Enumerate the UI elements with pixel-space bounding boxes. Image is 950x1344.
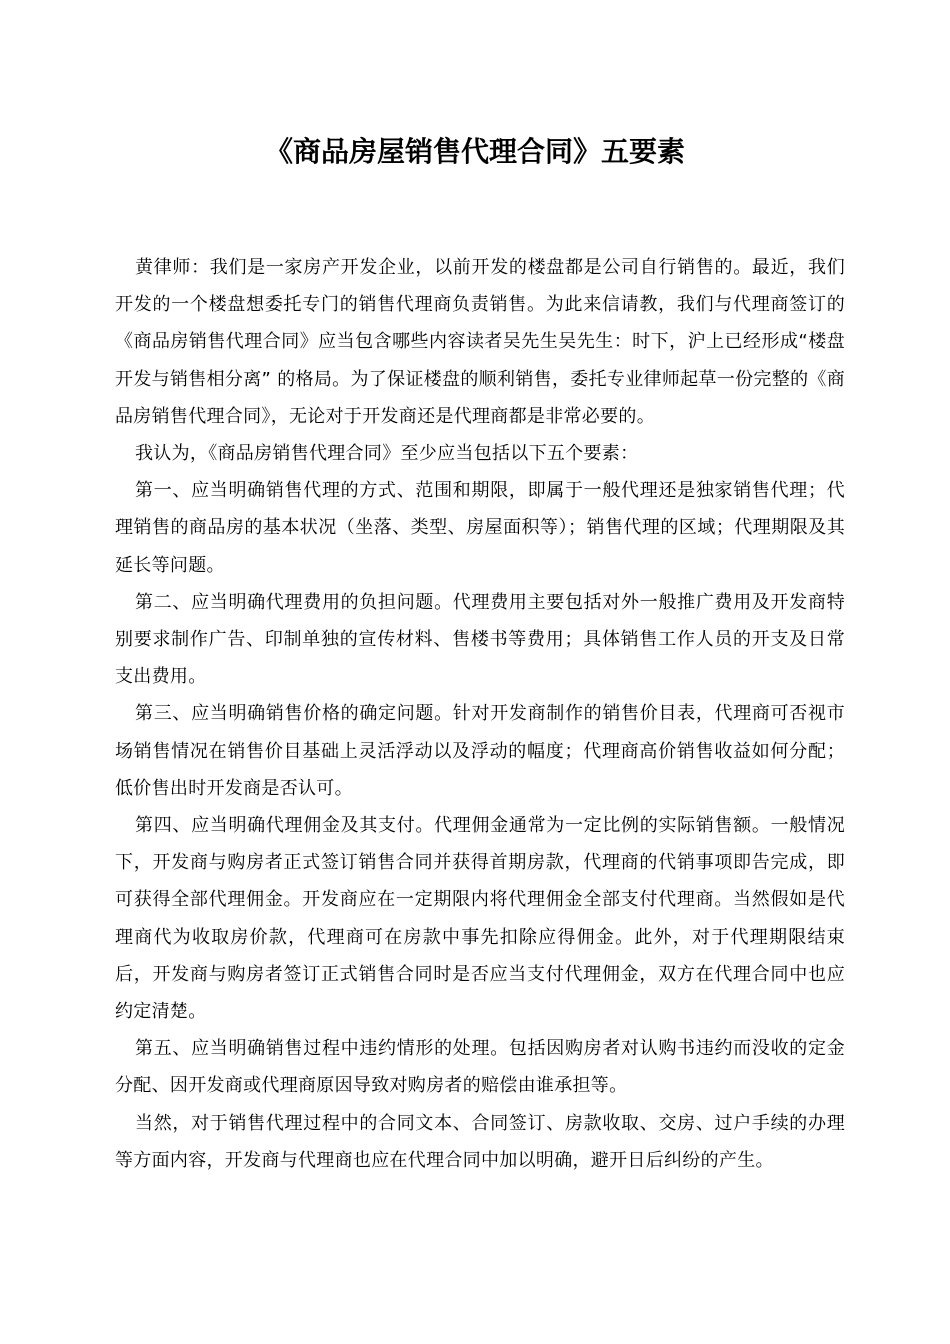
paragraph-question: 黄律师：我们是一家房产开发企业，以前开发的楼盘都是公司自行销售的。最近，我们开发的一个楼盘想委托专门的销售代理商负责销售。为此来信请教，我们与代理商签订的《商品房销售代理合同》应当包含哪些内容读者吴先生吴先生：时下，沪上已经形成“楼盘开发与销售相分离” 的格局。为了保证楼盘的顺利销售，委托专业律师起草一份完整的《商品房销售代理合同》，无论对于开发商还是代理商都是非常必要的。 [115, 257, 845, 427]
document-title: 《商品房屋销售代理合同》五要素 [264, 135, 685, 168]
paragraph-conclusion: 当然，对于销售代理过程中的合同文本、合同签订、房款收取、交房、过户手续的办理等方面内容，开发商与代理商也应在代理合同中加以明确，避开日后纠纷的产生。 [115, 1112, 845, 1171]
paragraph-element-2: 第二、应当明确代理费用的负担问题。代理费用主要包括对外一般推广费用及开发商特别要求制作广告、印制单独的宣传材料、售楼书等费用；具体销售工作人员的开支及日常支出费用。 [115, 591, 845, 688]
paragraph-element-5: 第五、应当明确销售过程中违约情形的处理。包括因购房者对认购书违约而没收的定金分配、因开发商或代理商原因导致对购房者的赔偿由谁承担等。 [115, 1038, 845, 1097]
paragraph-element-1: 第一、应当明确销售代理的方式、范围和期限，即属于一般代理还是独家销售代理；代理销售的商品房的基本状况（坐落、类型、房屋面积等）；销售代理的区域；代理期限及其延长等问题。 [115, 480, 845, 576]
paragraph-element-4: 第四、应当明确代理佣金及其支付。代理佣金通常为一定比例的实际销售额。一般情况下，开发商与购房者正式签订销售合同并获得首期房款，代理商的代销事项即告完成，即可获得全部代理佣金。开发商应在一定期限内将代理佣金全部支付代理商。当然假如是代理商代为收取房价款，代理商可在房款中事先扣除应得佣金。此外，对于代理期限结束后，开发商与购房者签订正式销售合同时是否应当支付代理佣金，双方在代理合同中也应约定清楚。 [115, 815, 845, 1023]
paragraph-intro: 我认为，《商品房销售代理合同》至少应当包括以下五个要素： [135, 443, 639, 465]
document-body [115, 249, 845, 1179]
paragraph-element-3: 第三、应当明确销售价格的确定问题。针对开发商制作的销售价目表，代理商可否视市场销售情况在销售价目基础上灵活浮动以及浮动的幅度；代理商高价销售收益如何分配；低价售出时开发商是否认可。 [115, 703, 845, 799]
